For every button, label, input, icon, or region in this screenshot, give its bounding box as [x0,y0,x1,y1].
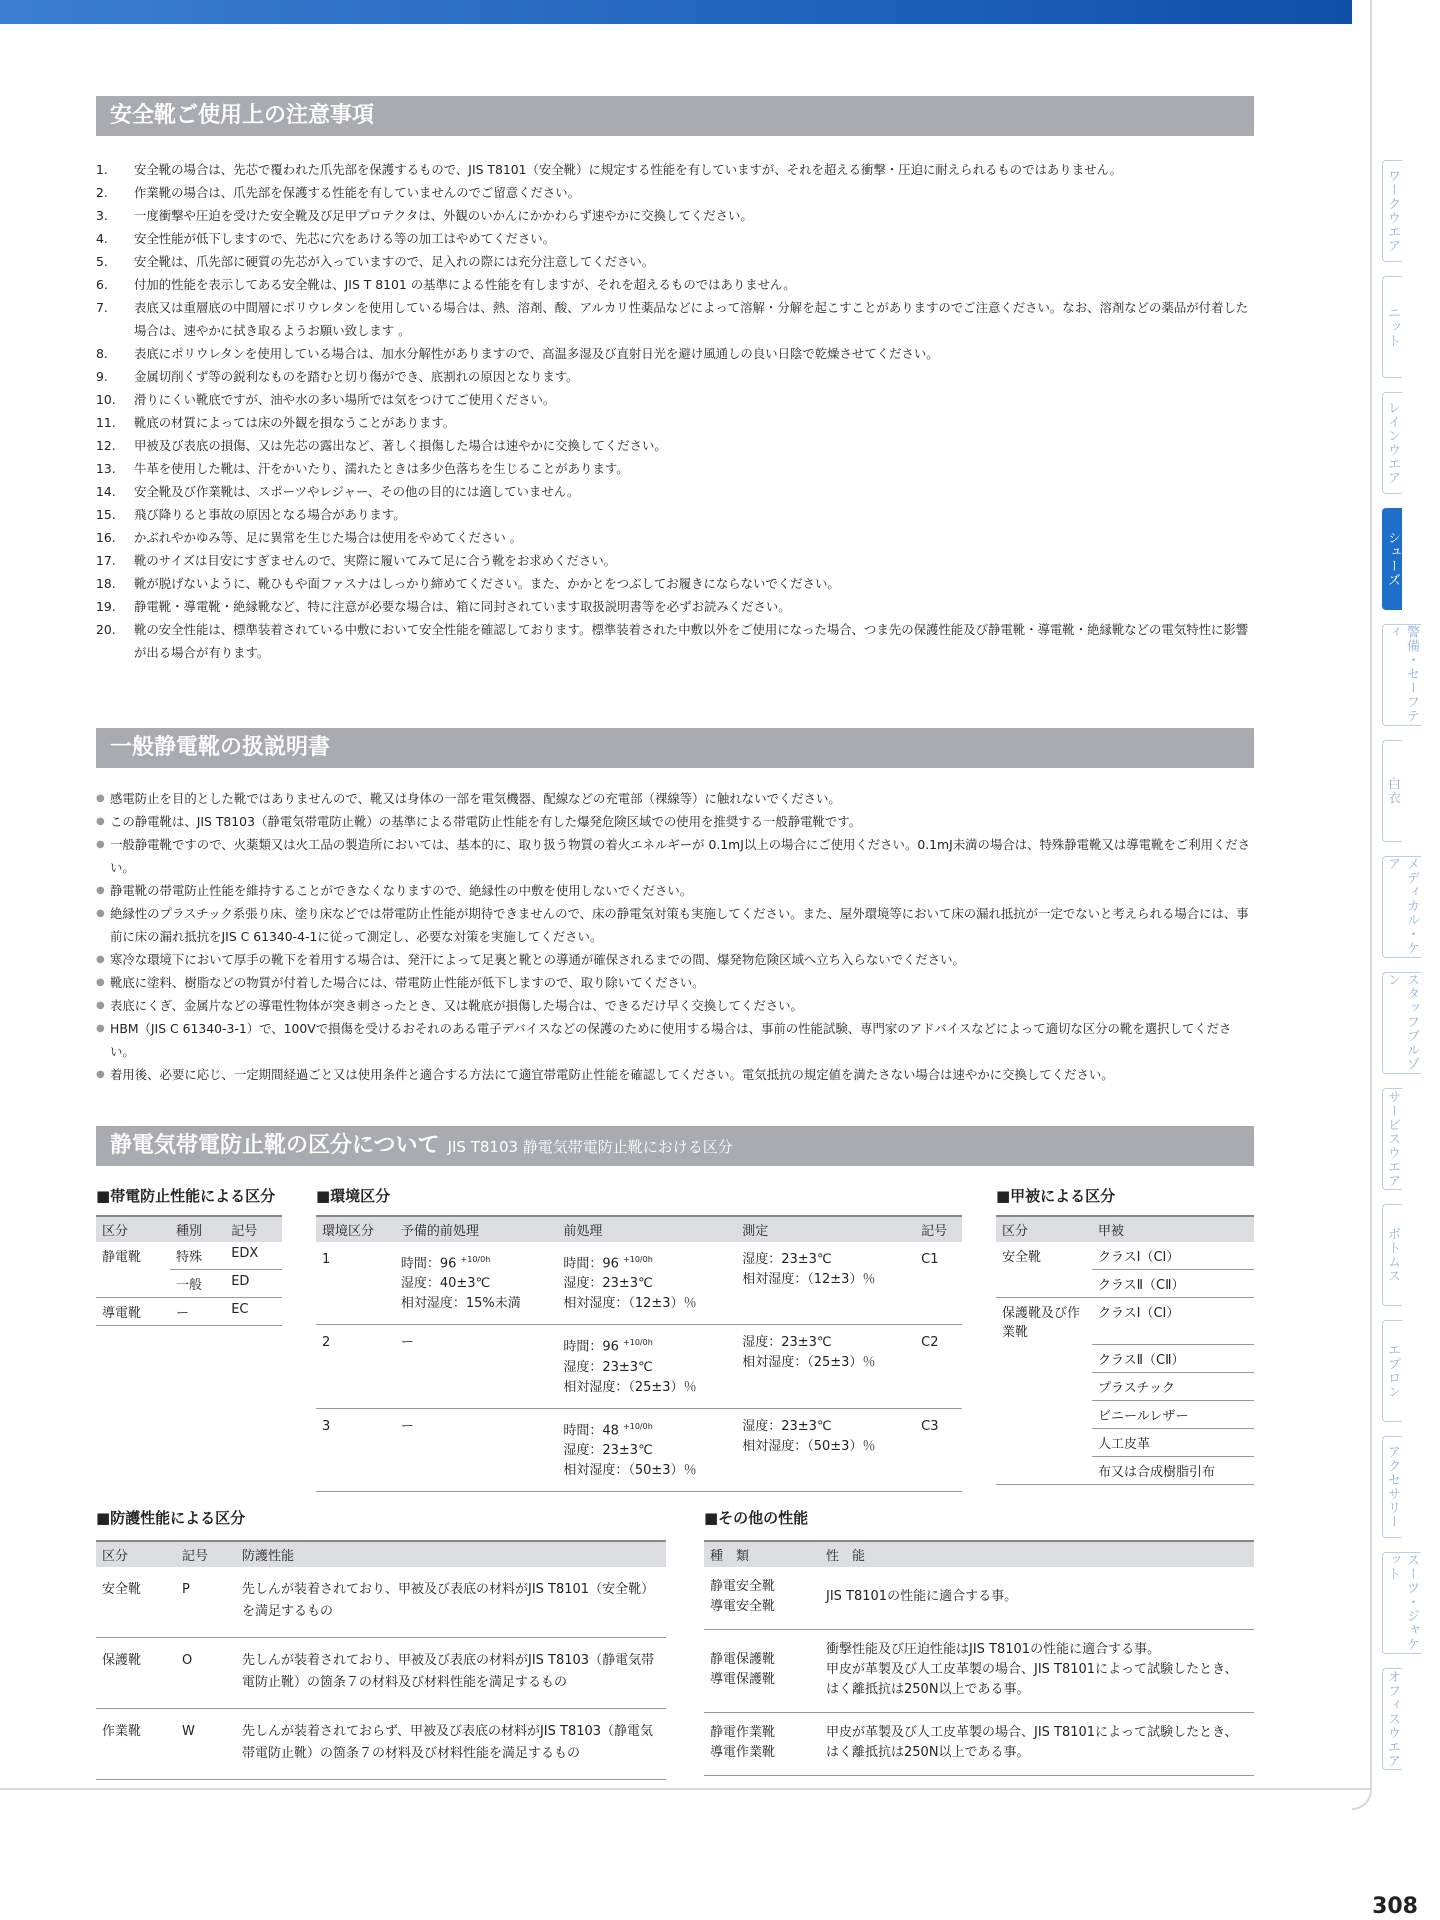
side-tab-9[interactable]: サービスウエア [1382,1088,1402,1190]
item-text: 寒冷な環境下において厚手の靴下を着用する場合は、発汗によって足裏と靴との導通が確保されるまでの間、爆発物危険区域へ立ち入らないでください。 [110,952,965,967]
table-cell: JIS T8101の性能に適合する事。 [820,1567,1254,1630]
table-title-environment: ■環境区分 [316,1187,391,1205]
item-text: HBM（JIS C 61340-3-1）で、100Vで損傷を受けるおそれのある電子デバイスなどの保護のために使用する場合は、事前の性能試験、専門家のアドバイスなどによって適切な区分の靴を選択してください。 [110,1021,1232,1059]
item-text: 靴底の材質によっては床の外観を損なうことがあります。 [134,415,456,430]
table-row [704,1630,1254,1713]
table-cell: 作業靴 [96,1709,176,1780]
table-row [316,1242,962,1325]
cell-line: 湿度：23±3℃ [563,1359,653,1375]
list-item [96,618,1256,664]
cell-line: 相対湿度：（25±3）％ [742,1355,876,1371]
item-text: 一般静電靴ですので、火薬類又は火工品の製造所においては、基本的に、取り扱う物質の着火エネルギーが 0.1mJ以上の場合にご使用ください。0.1mJ未満の場合は、特殊静電靴又は導電靴をご利用ください。 [110,837,1251,875]
bullet-icon: ● [96,1023,105,1034]
column-header: 前処理 [557,1216,736,1242]
table-cell [736,1408,915,1491]
side-tab-2[interactable]: ニット [1382,276,1402,378]
side-tab-12[interactable]: アクセサリー [1382,1436,1402,1538]
side-tab-6[interactable]: 白衣 [1382,740,1402,842]
table-cell: 安全靴 [1002,1250,1042,1265]
item-number: 16. [96,530,116,545]
bullet-icon: ● [96,1000,105,1011]
table-row [996,1456,1254,1484]
table-cell: C1 [915,1242,962,1325]
item-text: 飛び降りると事故の原因となる場合があります。 [134,507,406,522]
bullet-icon: ● [96,793,105,804]
item-text: 安全靴の場合は、先芯で覆われた爪先部を保護するもので、JIS T8101（安全靴）に規定する性能を有していますが、それを超える衝撃・圧迫に耐えられるものではありません。 [134,162,1123,177]
table-row [996,1372,1254,1400]
table-cell: 保護靴及び作業靴 [1002,1306,1081,1340]
table-cell [996,1344,1092,1372]
column-header: 記号 [225,1216,282,1242]
table-cell: 静電作業靴 導電作業靴 [704,1713,820,1776]
page-bottom-rule [0,1788,1372,1790]
item-text: 安全靴は、爪先部に硬質の先芯が入っていますので、足入れの際には充分注意してください。 [134,254,655,269]
table-cell [395,1325,558,1408]
table-cell: EDX [225,1242,282,1270]
column-header: 区分 [96,1541,176,1567]
column-header: 種別 [170,1216,225,1242]
list-item [96,388,1256,411]
cell-line: 時間：96 $^{+10/0h}$ [563,1338,653,1355]
item-text: この静電靴は、JIS T8103（静電気帯電防止靴）の基準による帯電防止性能を有した爆発危険区域での使用を推奨する一般静電靴です。 [110,814,862,829]
table-cell [996,1456,1092,1484]
table-row [996,1270,1254,1298]
table-cell: 静電安全靴 導電安全靴 [704,1567,820,1630]
column-header: 記号 [915,1216,962,1242]
bullet-icon: ● [96,816,105,827]
column-header: 環境区分 [316,1216,395,1242]
table-cell: クラスⅡ（CⅡ） [1092,1344,1254,1372]
table-cell [996,1372,1092,1400]
section-header-precautions [96,96,1254,136]
item-text: 作業靴の場合は、爪先部を保護する性能を有していませんのでご留意ください。 [134,185,581,200]
column-header: 予備的前処理 [395,1216,558,1242]
table-cell [557,1242,736,1325]
list-item [96,994,1256,1017]
item-text: 表底又は重層底の中間層にポリウレタンを使用している場合は、熱、溶剤、酸、アルカリ性薬品などによって溶解・分解を起こすことがありますのでご注意ください。なお、溶剤などの薬品が付着した場合は、速やかに拭き取るようお願い致します 。 [134,300,1249,338]
item-text: かぶれやかゆみ等、足に異常を生じた場合は使用をやめてください 。 [134,530,523,545]
item-text: 甲被及び表底の損傷、又は先芯の露出など、著しく損傷した場合は速やかに交換してください。 [134,438,667,453]
table-cell: 1 [316,1242,395,1325]
top-color-bar [0,0,1352,24]
category-side-tabs [1382,160,1418,1784]
cell-line: 湿度：23±3℃ [563,1442,653,1458]
table-cell: 静電靴 [102,1250,142,1265]
table-cell [736,1242,915,1325]
table-cell: ビニールレザー [1092,1400,1254,1428]
manual-list [96,787,1256,1086]
table-cell: C2 [915,1325,962,1408]
cell-line: 相対湿度：（12±3）％ [742,1272,876,1287]
table-row [704,1713,1254,1776]
item-number: 4. [96,231,108,246]
table-row [96,1298,282,1326]
table-cell: 3 [316,1408,395,1491]
list-item [96,411,1256,434]
item-number: 14. [96,484,116,499]
item-text: 静電靴の帯電防止性能を維持することができなくなりますので、絶縁性の中敷を使用しないでください。 [110,883,693,898]
item-number: 2. [96,185,108,200]
list-item [96,227,1256,250]
table-cell: C3 [915,1408,962,1491]
item-text: 着用後、必要に応じ、一定期間経過ごと又は使用条件と適合する方法にて適宜帯電防止性能を確認してください。電気抵抗の規定値を満たさない場合は速やかに交換してください。 [110,1067,1114,1082]
table-row [704,1567,1254,1630]
table-cell: 先しんが装着されており、甲被及び表底の材料がJIS T8101（安全靴）を満足するもの [236,1567,666,1638]
table-cell: W [176,1709,236,1780]
table-cell [395,1242,558,1325]
list-item [96,595,1256,618]
section-header-manual [96,728,1254,768]
bullet-icon: ● [96,954,105,965]
table-row [96,1567,666,1638]
table-cell: ー [170,1298,225,1326]
table-cell: 保護靴 [96,1638,176,1709]
list-item [96,971,1256,994]
bullet-icon: ● [96,908,105,919]
column-header: 甲被 [1092,1216,1254,1242]
item-number: 15. [96,507,116,522]
table-title-antistatic: ■帯電防止性能による区分 [96,1187,276,1205]
list-item [96,833,1256,879]
item-text: 安全性能が低下しますので、先芯に穴をあける等の加工はやめてください。 [134,231,556,246]
list-item [96,342,1256,365]
list-item [96,549,1256,572]
side-tab-10[interactable]: ボトムス [1382,1204,1402,1306]
bullet-icon: ● [96,839,105,850]
item-text: 牛革を使用した靴は、汗をかいたり、濡れたときは多少色落ちを生じることがあります。 [134,461,629,476]
side-tab-14[interactable]: オフィスウエア [1382,1668,1402,1770]
section-header-classification [96,1126,1254,1166]
item-number: 12. [96,438,116,453]
table-cell: クラスⅠ（CⅠ） [1092,1242,1254,1270]
table-cell [557,1325,736,1408]
table-cell [996,1400,1092,1428]
list-item [96,480,1256,503]
list-item [96,787,1256,810]
item-number: 8. [96,346,108,361]
cell-line: 時間：48 $^{+10/0h}$ [563,1421,653,1438]
cell-line: 相対湿度：（50±3）％ [742,1438,876,1454]
table-cell: 甲皮が革製及び人工皮革製の場合、JIS T8101によって試験したとき、はく離抵抗は250N以上である事。 [820,1713,1254,1776]
antistatic-table [96,1215,282,1326]
page-number: 308 [1372,1894,1418,1919]
column-header: 防護性能 [236,1541,666,1567]
item-number: 19. [96,599,116,614]
cell-line: 相対湿度：（12±3）％ [563,1296,697,1312]
list-item [96,457,1256,480]
column-header: 記号 [176,1541,236,1567]
list-item [96,204,1256,227]
item-text: 一度衝撃や圧迫を受けた安全靴及び足甲プロテクタは、外観のいかんにかかわらず速やかに交換してください。 [134,208,753,223]
cell-line: 湿度：23±3℃ [742,1335,832,1351]
item-text: 靴のサイズは目安にすぎませんので、実際に履いてみて足に合う靴をお求めください。 [134,553,616,568]
cell-line: 相対湿度：（50±3）％ [563,1462,697,1478]
item-number: 18. [96,576,116,591]
protection-table [96,1540,666,1780]
bullet-icon: ● [96,885,105,896]
table-cell: O [176,1638,236,1709]
table-cell [395,1408,558,1491]
item-text: 靴底に塗料、樹脂などの物質が付着した場合には、帯電防止性能が低下しますので、取り除いてください。 [110,975,705,990]
side-tab-7[interactable]: メディカル・ケア [1382,856,1421,958]
item-text: 表底にポリウレタンを使用している場合は、加水分解性がありますので、高温多湿及び直射日光を避け風通しの良い日陰で乾燥させてください。 [134,346,939,361]
table-cell: クラスⅠ（CⅠ） [1092,1298,1254,1345]
side-tab-3[interactable]: レインウエア [1382,392,1402,494]
item-text: 静電靴・導電靴・絶縁靴など、特に注意が必要な場合は、箱に同封されています取扱説明書等を必ずお読みください。 [134,599,791,614]
table-cell: 導電靴 [96,1298,170,1326]
table-cell: 人工皮革 [1092,1428,1254,1456]
item-number: 13. [96,461,116,476]
side-tab-4[interactable]: シューズ [1382,508,1402,610]
table-title-upper: ■甲被による区分 [996,1187,1116,1205]
section-title: 一般静電靴の扱説明書 [110,735,331,760]
table-row [96,1270,282,1298]
item-text: 表底にくぎ、金属片などの導電性物体が突き刺さったとき、又は靴底が損傷した場合は、できるだけ早く交換してください。 [110,998,803,1013]
table-row [996,1428,1254,1456]
item-number: 1. [96,162,108,177]
table-cell: 一般 [170,1270,225,1298]
side-tab-1[interactable]: ワークウエア [1382,160,1402,262]
section-title: 静電気帯電防止靴の区分について [110,1133,440,1158]
cell-line: 時間：96 $^{+10/0h}$ [563,1255,653,1272]
item-number: 20. [96,622,116,637]
list-item [96,296,1256,342]
item-text: 安全靴及び作業靴は、スポーツやレジャー、その他の目的には適していません。 [134,484,580,499]
side-tab-13[interactable]: スーツ・ジャケット [1382,1552,1421,1654]
table-cell [96,1270,170,1298]
column-header: 種 類 [704,1541,820,1567]
table-cell: 布又は合成樹脂引布 [1092,1456,1254,1484]
list-item [96,1063,1256,1086]
item-number: 17. [96,553,116,568]
table-row [996,1400,1254,1428]
item-number: 10. [96,392,116,407]
item-text: 金属切削くず等の鋭利なものを踏むと切り傷ができ、底割れの原因となります。 [134,369,579,384]
table-cell [736,1325,915,1408]
table-title-protection: ■防護性能による区分 [96,1509,246,1527]
item-number: 3. [96,208,108,223]
table-row [316,1325,962,1408]
section-subtitle: JIS T8103 静電気帯電防止靴における区分 [447,1138,733,1156]
table-cell: 先しんが装着されており、甲被及び表底の材料がJIS T8103（静電気帯電防止靴）の箇条７の材料及び材料性能を満足するもの [236,1638,666,1709]
upper-table [996,1215,1254,1485]
item-text: 付加的性能を表示してある安全靴は、JIS T 8101 の基準による性能を有しますが、それを超えるものではありません。 [134,277,796,292]
list-item [96,181,1256,204]
table-row [96,1709,666,1780]
list-item [96,948,1256,971]
list-item [96,273,1256,296]
table-cell: 2 [316,1325,395,1408]
item-number: 6. [96,277,108,292]
cell-line: 相対湿度：15%未満 [400,1296,521,1312]
table-cell: 先しんが装着されておらず、甲被及び表底の材料がJIS T8103（静電気帯電防止靴）の箇条７の材料及び材料性能を満足するもの [236,1709,666,1780]
environment-table [316,1215,962,1492]
list-item [96,250,1256,273]
cell-line: 湿度：40±3℃ [400,1276,491,1292]
page-frame [1352,0,1372,1810]
list-item [96,526,1256,549]
column-header: 区分 [996,1216,1092,1242]
item-text: 滑りにくい靴底ですが、油や水の多い場所では気をつけてご使用ください。 [134,392,556,407]
cell-sup: +10/0h [623,1421,653,1431]
table-cell [557,1408,736,1491]
cell-line: 湿度：23±3℃ [742,1418,832,1434]
cell-line: 相対湿度：（25±3）％ [563,1379,697,1395]
table-cell: 安全靴 [96,1567,176,1638]
item-text: 感電防止を目的とした靴ではありませんので、靴又は身体の一部を電気機器、配線などの充電部（裸線等）に触れないでください。 [110,791,841,806]
list-item [96,879,1256,902]
table-cell [996,1270,1092,1298]
item-number: 11. [96,415,116,430]
table-cell: 衝撃性能及び圧迫性能はJIS T8101の性能に適合する事。 甲皮が革製及び人工皮革製の場合、JIS T8101によって試験したとき、はく離抵抗は250N以上である事。 [820,1630,1254,1713]
table-row [96,1638,666,1709]
side-tab-5[interactable]: 警備・セーフティ [1382,624,1421,726]
item-number: 5. [96,254,108,269]
column-header: 性 能 [820,1541,1254,1567]
item-text: 靴の安全性能は、標準装着されている中敷において安全性能を確認しております。標準装着された中敷以外をご使用になった場合、つま先の保護性能及び静電靴・導電靴・絶縁靴などの電気特性に影響が出る場合が有ります。 [134,622,1249,660]
table-cell: P [176,1567,236,1638]
table-row [96,1242,282,1270]
bullet-icon: ● [96,977,105,988]
list-item [96,503,1256,526]
table-cell: クラスⅡ（CⅡ） [1092,1270,1254,1298]
item-number: 9. [96,369,108,384]
list-item [96,434,1256,457]
list-item [96,810,1256,833]
list-item [96,1017,1256,1063]
side-tab-11[interactable]: エプロン [1382,1320,1402,1422]
side-tab-8[interactable]: スタッフブルゾン [1382,972,1421,1074]
cell-sup: +10/0h [623,1255,653,1264]
cell-line: 時間：96 $^{+10/0h}$ [400,1255,491,1272]
table-cell: ED [225,1270,282,1298]
other-performance-table [704,1540,1254,1776]
table-cell: 静電保護靴 導電保護靴 [704,1630,820,1713]
column-header: 測定 [736,1216,915,1242]
cell-line: ー [400,1335,414,1351]
list-item [96,572,1256,595]
cell-sup: +10/0h [460,1255,491,1264]
item-number: 7. [96,300,108,315]
bullet-icon: ● [96,1069,105,1080]
list-item [96,365,1256,388]
list-item [96,158,1256,181]
table-row [316,1408,962,1491]
table-row [996,1242,1254,1270]
item-text: 絶縁性のプラスチック系張り床、塗り床などでは帯電防止性能が期待できませんので、床の静電気対策も実施してください。また、屋外環境等において床の漏れ抵抗が一定でないと考えられる場合には、事前に床の漏れ抵抗をJIS C 61340-4-1に従って測定し、必要な対策を実施してください。 [110,906,1249,944]
table-title-other: ■その他の性能 [704,1509,809,1527]
table-cell: 特殊 [170,1242,225,1270]
table-cell: EC [225,1298,282,1326]
table-cell: プラスチック [1092,1372,1254,1400]
table-cell [996,1428,1092,1456]
cell-line: 湿度：23±3℃ [742,1252,832,1267]
cell-sup: +10/0h [623,1338,653,1348]
table-row [996,1298,1254,1345]
section-title: 安全靴ご使用上の注意事項 [110,103,375,128]
precautions-list [96,158,1256,664]
list-item [96,902,1256,948]
cell-line: 湿度：23±3℃ [563,1276,653,1292]
table-row [996,1344,1254,1372]
column-header: 区分 [96,1216,170,1242]
item-text: 靴が脱げないように、靴ひもや面ファスナはしっかり締めてください。また、かかとをつぶしてお履きにならないでください。 [134,576,840,591]
cell-line: ー [400,1418,414,1434]
